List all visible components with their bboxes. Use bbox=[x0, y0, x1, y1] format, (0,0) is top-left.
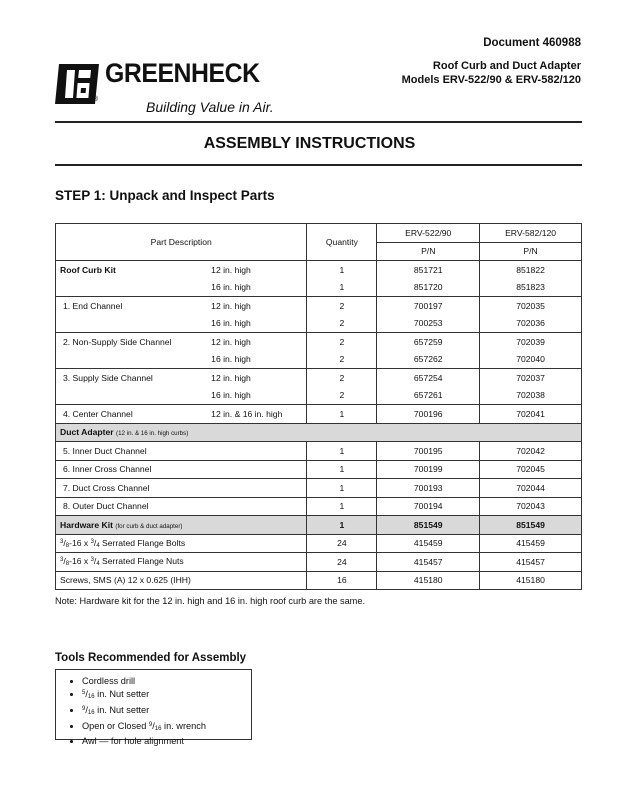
row-qty: 1 bbox=[307, 516, 377, 535]
row-qty: 2 bbox=[307, 387, 377, 405]
table-row bbox=[56, 261, 582, 279]
row-pn-2: 702039 bbox=[480, 333, 582, 351]
table-row bbox=[56, 279, 582, 297]
greenheck-logo bbox=[55, 58, 285, 115]
row-pn-1: 700195 bbox=[377, 442, 480, 461]
row-pn-1: 657261 bbox=[377, 387, 480, 405]
table-section-row bbox=[56, 516, 582, 535]
brand-tagline: Building Value in Air. bbox=[146, 99, 274, 115]
row-qty: 1 bbox=[307, 497, 377, 516]
row-pn-2: 702040 bbox=[480, 351, 582, 369]
row-pn-1: 851720 bbox=[377, 279, 480, 297]
row-pn-2: 702036 bbox=[480, 315, 582, 333]
list-item: • Open or Closed $^9/_{16}$ in. wrench bbox=[82, 719, 251, 735]
row-pn-1: 851549 bbox=[377, 516, 480, 535]
row-pn-2: 702042 bbox=[480, 442, 582, 461]
row-pn-2: 851822 bbox=[480, 261, 582, 279]
table-row bbox=[56, 369, 582, 387]
row-qty: 1 bbox=[307, 261, 377, 279]
table-row bbox=[56, 333, 582, 351]
table-row bbox=[56, 387, 582, 405]
table-section-row bbox=[56, 423, 582, 442]
row-pn-2: 415457 bbox=[480, 553, 582, 572]
row-size: 16 in. high bbox=[207, 279, 307, 297]
table-row bbox=[56, 405, 582, 424]
document-number: Document 460988 bbox=[483, 37, 581, 49]
row-qty: 1 bbox=[307, 442, 377, 461]
row-pn-1: 415180 bbox=[377, 571, 480, 590]
row-label: 6. Inner Cross Channel bbox=[56, 460, 307, 479]
parts-table bbox=[55, 223, 582, 590]
header-quantity: Quantity bbox=[307, 224, 377, 261]
section-label: Duct Adapter bbox=[60, 427, 114, 438]
row-pn-2: 702043 bbox=[480, 497, 582, 516]
row-pn-2: 415180 bbox=[480, 571, 582, 590]
row-label: 7. Duct Cross Channel bbox=[56, 479, 307, 498]
title-divider bbox=[55, 164, 582, 166]
top-divider bbox=[55, 121, 582, 123]
row-label: Roof Curb Kit bbox=[60, 264, 116, 275]
row-qty: 2 bbox=[307, 315, 377, 333]
row-qty: 1 bbox=[307, 479, 377, 498]
registered-mark: ® bbox=[93, 96, 99, 103]
row-label: 4. Center Channel bbox=[63, 408, 133, 419]
row-pn-2: 702035 bbox=[480, 297, 582, 315]
row-size: 12 in. high bbox=[211, 300, 251, 311]
row-qty: 2 bbox=[307, 369, 377, 387]
row-size: 16 in. high bbox=[207, 351, 307, 369]
list-item: • $^5/_{16}$ in. Nut setter bbox=[82, 687, 251, 703]
table-row bbox=[56, 553, 582, 572]
document-title bbox=[402, 59, 581, 87]
row-label: $^3/_8-16$ x $^3/_4$ Serrated Flange Bolts bbox=[56, 534, 307, 553]
row-pn-2: 702041 bbox=[480, 405, 582, 424]
row-label: 1. End Channel bbox=[63, 300, 123, 311]
table-row bbox=[56, 460, 582, 479]
table-row bbox=[56, 442, 582, 461]
tools-title: Tools Recommended for Assembly bbox=[55, 652, 247, 664]
row-pn-1: 700194 bbox=[377, 497, 480, 516]
header-part-description: Part Description bbox=[56, 224, 307, 261]
row-qty: 24 bbox=[307, 534, 377, 553]
row-pn-2: 851549 bbox=[480, 516, 582, 535]
row-pn-1: 415457 bbox=[377, 553, 480, 572]
row-pn-1: 700199 bbox=[377, 460, 480, 479]
header-pn-1: P/N bbox=[377, 242, 480, 261]
title-line-1: Roof Curb and Duct Adapter bbox=[432, 60, 581, 72]
row-pn-2: 702037 bbox=[480, 369, 582, 387]
row-pn-2: 702044 bbox=[480, 479, 582, 498]
row-pn-2: 702045 bbox=[480, 460, 582, 479]
row-qty: 16 bbox=[307, 571, 377, 590]
row-qty: 2 bbox=[307, 351, 377, 369]
table-row bbox=[56, 534, 582, 553]
row-pn-1: 415459 bbox=[377, 534, 480, 553]
table-row bbox=[56, 479, 582, 498]
row-pn-2: 415459 bbox=[480, 534, 582, 553]
brand-name: GREENHECK bbox=[105, 58, 260, 88]
table-row bbox=[56, 497, 582, 516]
row-qty: 24 bbox=[307, 553, 377, 572]
row-pn-1: 700197 bbox=[377, 297, 480, 315]
row-pn-2: 851823 bbox=[480, 279, 582, 297]
row-qty: 2 bbox=[307, 297, 377, 315]
table-header-row bbox=[56, 224, 582, 243]
hardware-note: Note: Hardware kit for the 12 in. high and 16 in. high roof curb are the same. bbox=[55, 596, 365, 606]
row-size: 16 in. high bbox=[207, 387, 307, 405]
row-label: 2. Non-Supply Side Channel bbox=[63, 336, 172, 347]
header-model-2: ERV-582/120 bbox=[480, 224, 582, 243]
title-line-2: Models ERV-522/90 & ERV-582/120 bbox=[401, 74, 581, 86]
header-pn-2: P/N bbox=[480, 242, 582, 261]
row-label: 8. Outer Duct Channel bbox=[63, 501, 149, 512]
table-row bbox=[56, 297, 582, 315]
row-pn-2: 702038 bbox=[480, 387, 582, 405]
row-label: $^3/_8-16$ x $^3/_4$ Serrated Flange Nuts bbox=[56, 553, 307, 572]
row-qty: 1 bbox=[307, 460, 377, 479]
tools-list bbox=[64, 675, 251, 747]
row-pn-1: 657262 bbox=[377, 351, 480, 369]
row-qty: 1 bbox=[307, 279, 377, 297]
row-label: 3. Supply Side Channel bbox=[63, 372, 153, 383]
page-title: ASSEMBLY INSTRUCTIONS bbox=[203, 135, 416, 152]
row-size: 12 in. & 16 in. high bbox=[211, 408, 283, 419]
list-item: • $^9/_{16}$ in. Nut setter bbox=[82, 703, 251, 719]
tools-list-box bbox=[55, 669, 252, 746]
section-note: (12 in. & 16 in. high curbs) bbox=[116, 430, 189, 438]
section-note: (for curb & duct adapter) bbox=[115, 522, 183, 530]
row-size: 12 in. high bbox=[211, 372, 251, 383]
row-pn-1: 700196 bbox=[377, 405, 480, 424]
table-row bbox=[56, 351, 582, 369]
step-1-title: STEP 1: Unpack and Inspect Parts bbox=[55, 188, 275, 203]
table-row bbox=[56, 571, 582, 590]
list-item: • Awl — for hole alignment bbox=[82, 735, 251, 747]
row-pn-1: 700193 bbox=[377, 479, 480, 498]
row-qty: 1 bbox=[307, 405, 377, 424]
row-pn-1: 700253 bbox=[377, 315, 480, 333]
row-label: Screws, SMS (A) 12 x 0.625 (IHH) bbox=[60, 575, 191, 586]
row-pn-1: 657254 bbox=[377, 369, 480, 387]
list-item: • Cordless drill bbox=[82, 675, 251, 687]
row-label: 5. Inner Duct Channel bbox=[56, 442, 307, 461]
row-size: 12 in. high bbox=[211, 336, 251, 347]
row-qty: 2 bbox=[307, 333, 377, 351]
table-row bbox=[56, 315, 582, 333]
row-size: 12 in. high bbox=[211, 264, 251, 275]
section-label: Hardware Kit bbox=[60, 519, 114, 530]
row-pn-1: 851721 bbox=[377, 261, 480, 279]
header-model-1: ERV-522/90 bbox=[377, 224, 480, 243]
row-size: 16 in. high bbox=[207, 315, 307, 333]
row-pn-1: 657259 bbox=[377, 333, 480, 351]
